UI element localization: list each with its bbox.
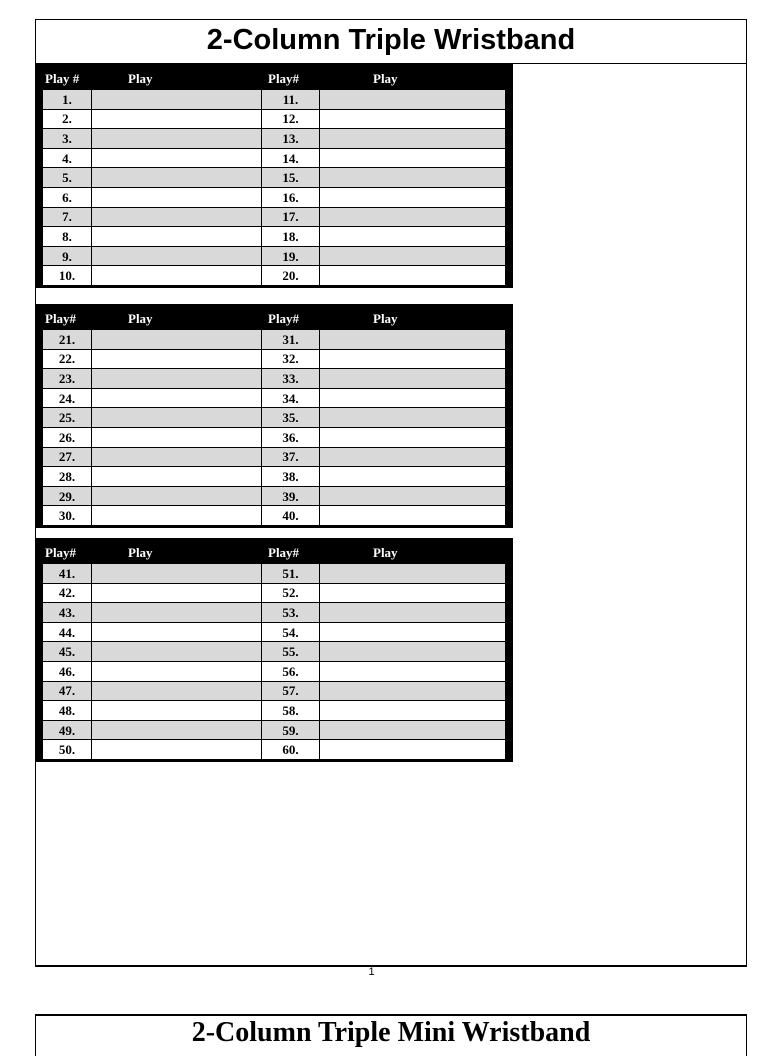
play-cell[interactable]: [92, 90, 262, 110]
play-cell[interactable]: [320, 583, 506, 603]
play-number: 14.: [262, 148, 320, 168]
play-number: 23.: [43, 369, 92, 389]
play-cell[interactable]: [320, 467, 506, 487]
table-row: [43, 349, 506, 369]
table-row: [43, 681, 506, 701]
play-cell[interactable]: [92, 506, 262, 526]
play-cell[interactable]: [320, 701, 506, 721]
play-cell[interactable]: [92, 661, 262, 681]
play-cell[interactable]: [320, 369, 506, 389]
column-header: Play#: [45, 311, 77, 326]
play-cell[interactable]: [92, 603, 262, 623]
play-cell[interactable]: [320, 227, 506, 247]
play-cell[interactable]: [92, 467, 262, 487]
play-cell[interactable]: [320, 266, 506, 286]
play-table-1: [36, 64, 513, 288]
play-table-3: [36, 538, 513, 762]
play-number: 26.: [43, 427, 92, 447]
play-cell[interactable]: [320, 129, 506, 149]
play-cell[interactable]: [92, 681, 262, 701]
play-number: 47.: [43, 681, 92, 701]
play-number: 57.: [262, 681, 320, 701]
play-number: 43.: [43, 603, 92, 623]
play-table-2: [36, 304, 513, 528]
table-row: [43, 330, 506, 350]
column-header: Play: [373, 71, 398, 86]
table-row: [43, 90, 506, 110]
column-header: Play: [373, 311, 398, 326]
play-number: 2.: [43, 109, 92, 129]
play-cell[interactable]: [320, 740, 506, 760]
play-number: 32.: [262, 349, 320, 369]
play-number: 60.: [262, 740, 320, 760]
play-cell[interactable]: [320, 148, 506, 168]
play-cell[interactable]: [92, 187, 262, 207]
play-number: 33.: [262, 369, 320, 389]
play-cell[interactable]: [92, 583, 262, 603]
play-number: 46.: [43, 661, 92, 681]
play-cell[interactable]: [320, 447, 506, 467]
play-number: 35.: [262, 408, 320, 428]
play-cell[interactable]: [92, 207, 262, 227]
play-number: 29.: [43, 486, 92, 506]
play-cell[interactable]: [320, 349, 506, 369]
play-cell[interactable]: [320, 661, 506, 681]
table-row: [43, 369, 506, 389]
play-cell[interactable]: [92, 227, 262, 247]
play-number: 24.: [43, 388, 92, 408]
page-title: 2-Column Triple Wristband: [36, 20, 746, 64]
play-cell[interactable]: [92, 720, 262, 740]
table-header: [36, 538, 513, 563]
page-number: 1: [368, 966, 375, 978]
play-number: 30.: [43, 506, 92, 526]
play-cell[interactable]: [320, 622, 506, 642]
play-cell[interactable]: [92, 349, 262, 369]
play-cell[interactable]: [320, 388, 506, 408]
column-header: Play: [128, 71, 153, 86]
play-cell[interactable]: [92, 447, 262, 467]
play-cell[interactable]: [92, 369, 262, 389]
play-cell[interactable]: [320, 486, 506, 506]
play-number: 12.: [262, 109, 320, 129]
play-number: 34.: [262, 388, 320, 408]
column-header: Play #: [45, 71, 80, 86]
play-cell[interactable]: [320, 90, 506, 110]
column-header: Play: [128, 545, 153, 560]
play-number: 36.: [262, 427, 320, 447]
play-number: 44.: [43, 622, 92, 642]
play-number: 20.: [262, 266, 320, 286]
play-number: 7.: [43, 207, 92, 227]
table-row: [43, 168, 506, 188]
play-number: 53.: [262, 603, 320, 623]
table-row: [43, 427, 506, 447]
table-row: [43, 720, 506, 740]
play-cell[interactable]: [320, 506, 506, 526]
play-cell[interactable]: [92, 622, 262, 642]
play-number: 4.: [43, 148, 92, 168]
column-header: Play#: [268, 311, 300, 326]
play-number: 52.: [262, 583, 320, 603]
play-number: 27.: [43, 447, 92, 467]
column-header: Play#: [268, 545, 300, 560]
play-cell[interactable]: [320, 109, 506, 129]
play-cell[interactable]: [92, 642, 262, 662]
column-header: Play: [128, 311, 153, 326]
table-row: [43, 506, 506, 526]
play-number: 15.: [262, 168, 320, 188]
table-row: [43, 246, 506, 266]
play-number: 9.: [43, 246, 92, 266]
table-row: [43, 207, 506, 227]
table-row: [43, 408, 506, 428]
table-header: [36, 64, 513, 89]
table-row: [43, 642, 506, 662]
play-number: 31.: [262, 330, 320, 350]
play-number: 11.: [262, 90, 320, 110]
play-cell[interactable]: [92, 427, 262, 447]
play-number: 5.: [43, 168, 92, 188]
play-number: 45.: [43, 642, 92, 662]
play-cell[interactable]: [92, 148, 262, 168]
table-row: [43, 603, 506, 623]
play-cell[interactable]: [92, 266, 262, 286]
table-row: [43, 486, 506, 506]
table-row: [43, 187, 506, 207]
play-cell[interactable]: [320, 168, 506, 188]
play-number: 39.: [262, 486, 320, 506]
play-number: 41.: [43, 564, 92, 584]
play-cell[interactable]: [320, 681, 506, 701]
play-cell[interactable]: [92, 486, 262, 506]
play-cell[interactable]: [320, 427, 506, 447]
table-row: [43, 467, 506, 487]
column-header: Play#: [268, 71, 300, 86]
play-cell[interactable]: [92, 168, 262, 188]
play-cell[interactable]: [92, 330, 262, 350]
play-cell[interactable]: [92, 129, 262, 149]
play-cell[interactable]: [320, 603, 506, 623]
table-row: [43, 701, 506, 721]
play-cell[interactable]: [92, 246, 262, 266]
play-number: 1.: [43, 90, 92, 110]
play-number: 55.: [262, 642, 320, 662]
play-cell[interactable]: [320, 246, 506, 266]
play-number: 48.: [43, 701, 92, 721]
table-row: [43, 447, 506, 467]
play-number: 50.: [43, 740, 92, 760]
play-cell[interactable]: [320, 207, 506, 227]
play-cell[interactable]: [320, 564, 506, 584]
play-number: 28.: [43, 467, 92, 487]
play-number: 8.: [43, 227, 92, 247]
play-cell[interactable]: [92, 564, 262, 584]
play-number: 10.: [43, 266, 92, 286]
play-cell[interactable]: [320, 720, 506, 740]
table-row: [43, 227, 506, 247]
play-number: 38.: [262, 467, 320, 487]
table-row: [43, 109, 506, 129]
play-cell[interactable]: [92, 388, 262, 408]
play-number: 56.: [262, 661, 320, 681]
play-number: 54.: [262, 622, 320, 642]
next-page-title: 2-Column Triple Mini Wristband: [35, 1014, 747, 1056]
table-header: [36, 304, 513, 329]
play-number: 6.: [43, 187, 92, 207]
play-cell[interactable]: [92, 740, 262, 760]
play-cell[interactable]: [92, 701, 262, 721]
play-number: 3.: [43, 129, 92, 149]
play-number: 16.: [262, 187, 320, 207]
play-cell[interactable]: [320, 187, 506, 207]
play-cell[interactable]: [320, 642, 506, 662]
table-row: [43, 129, 506, 149]
play-number: 37.: [262, 447, 320, 467]
play-cell[interactable]: [320, 408, 506, 428]
table-row: [43, 388, 506, 408]
table-row: [43, 622, 506, 642]
play-number: 40.: [262, 506, 320, 526]
play-number: 17.: [262, 207, 320, 227]
play-number: 22.: [43, 349, 92, 369]
column-header: Play#: [45, 545, 77, 560]
play-number: 19.: [262, 246, 320, 266]
play-number: 18.: [262, 227, 320, 247]
table-row: [43, 266, 506, 286]
play-number: 51.: [262, 564, 320, 584]
play-cell[interactable]: [320, 330, 506, 350]
table-row: [43, 583, 506, 603]
table-row: [43, 740, 506, 760]
play-number: 49.: [43, 720, 92, 740]
play-number: 58.: [262, 701, 320, 721]
table-row: [43, 564, 506, 584]
play-cell[interactable]: [92, 408, 262, 428]
table-row: [43, 661, 506, 681]
play-number: 59.: [262, 720, 320, 740]
play-number: 13.: [262, 129, 320, 149]
table-row: [43, 148, 506, 168]
column-header: Play: [373, 545, 398, 560]
play-cell[interactable]: [92, 109, 262, 129]
play-number: 42.: [43, 583, 92, 603]
play-number: 25.: [43, 408, 92, 428]
play-number: 21.: [43, 330, 92, 350]
